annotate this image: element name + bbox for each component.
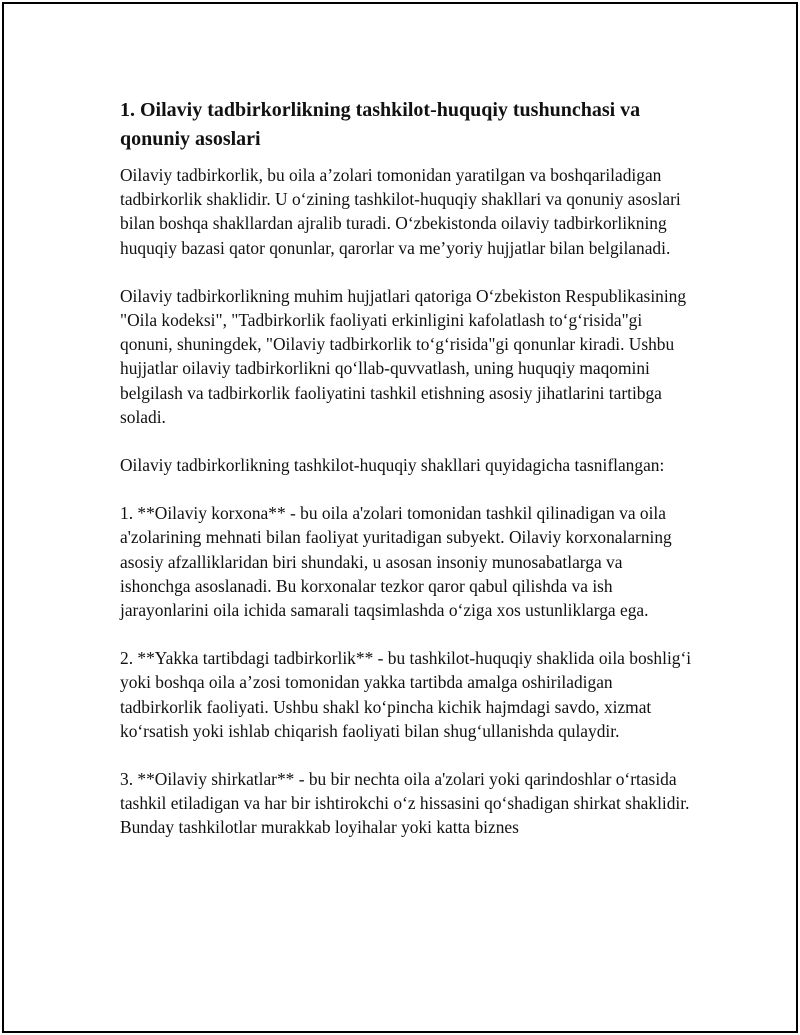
page-frame <box>2 2 798 1033</box>
paragraph-family-partnerships: 3. **Oilaviy shirkatlar** - bu bir nechta oila a'zolari yoki qarindoshlar o‘rtasida tashkil etiladigan va har bir ishtirokchi o‘z hissasini qo‘shadigan shirkat shaklidir. Bunday tashkilotlar murakkab loyihalar yoki katta biznes <box>120 769 690 838</box>
paragraph-classification-intro: Oilaviy tadbirkorlikning tashkilot-huquqiy shakllari quyidagicha tasniflangan: <box>120 455 665 476</box>
section-heading: 1. Oilaviy tadbirkorlikning tashkilot-huquqiy tushunchasi va qonuniy asoslari <box>120 99 641 150</box>
paragraph-intro: Oilaviy tadbirkorlik, bu oila a’zolari tomonidan yaratilgan va boshqariladigan tadbirkorlik shaklidir. U o‘zining tashkilot-huquqiy shakllari va qonuniy asoslari bilan boshqa shakllardan ajralib turadi. O‘zbekistonda oilaviy tadbirkorlikning huquqiy bazasi qator qonunlar, qarorlar va me’yoriy hujjatlar bilan belgilanadi. <box>120 165 681 258</box>
document-body <box>120 96 692 864</box>
paragraph-legal-documents: Oilaviy tadbirkorlikning muhim hujjatlari qatoriga O‘zbekiston Respublikasining "Oila kodeksi", "Tadbirkorlik faoliyati erkinligini kafolatlash to‘g‘risida"gi qonuni, shuningdek, "Oilaviy tadbirkorlik to‘g‘risida"gi qonunlar kiradi. Ushbu hujjatlar oilaviy tadbirkorlikni qo‘llab-quvvatlash, uning huquqiy maqomini belgilash va tadbirkorlik faoliyatini tashkil etishning asosiy jihatlarini tartibga soladi. <box>120 285 687 427</box>
paragraph-individual-entrepreneurship: 2. **Yakka tartibdagi tadbirkorlik** - bu tashkilot-huquqiy shaklida oila boshlig‘i yoki boshqa oila a’zosi tomonidan yakka tartibda amalga oshiriladigan tadbirkorlik faoliyati. Ushbu shakl ko‘pincha kichik hajmdagi savdo, xizmat ko‘rsatish yoki ishlab chiqarish faoliyati bilan shug‘ullanishda qulaydir. <box>120 648 692 741</box>
paragraph-family-enterprise: 1. **Oilaviy korxona** - bu oila a'zolari tomonidan tashkil qilinadigan va oila a'zolarining mehnati bilan faoliyat yuritadigan subyekt. Oilaviy korxonalarning asosiy afzalliklaridan biri shundaki, u asosan insoniy munosabatlarga va ishonchga asoslanadi. Bu korxonalar tezkor qaror qabul qilishda va ish jarayonlarini oila ichida samarali taqsimlashda o‘ziga xos ustunliklarga ega. <box>120 503 672 621</box>
